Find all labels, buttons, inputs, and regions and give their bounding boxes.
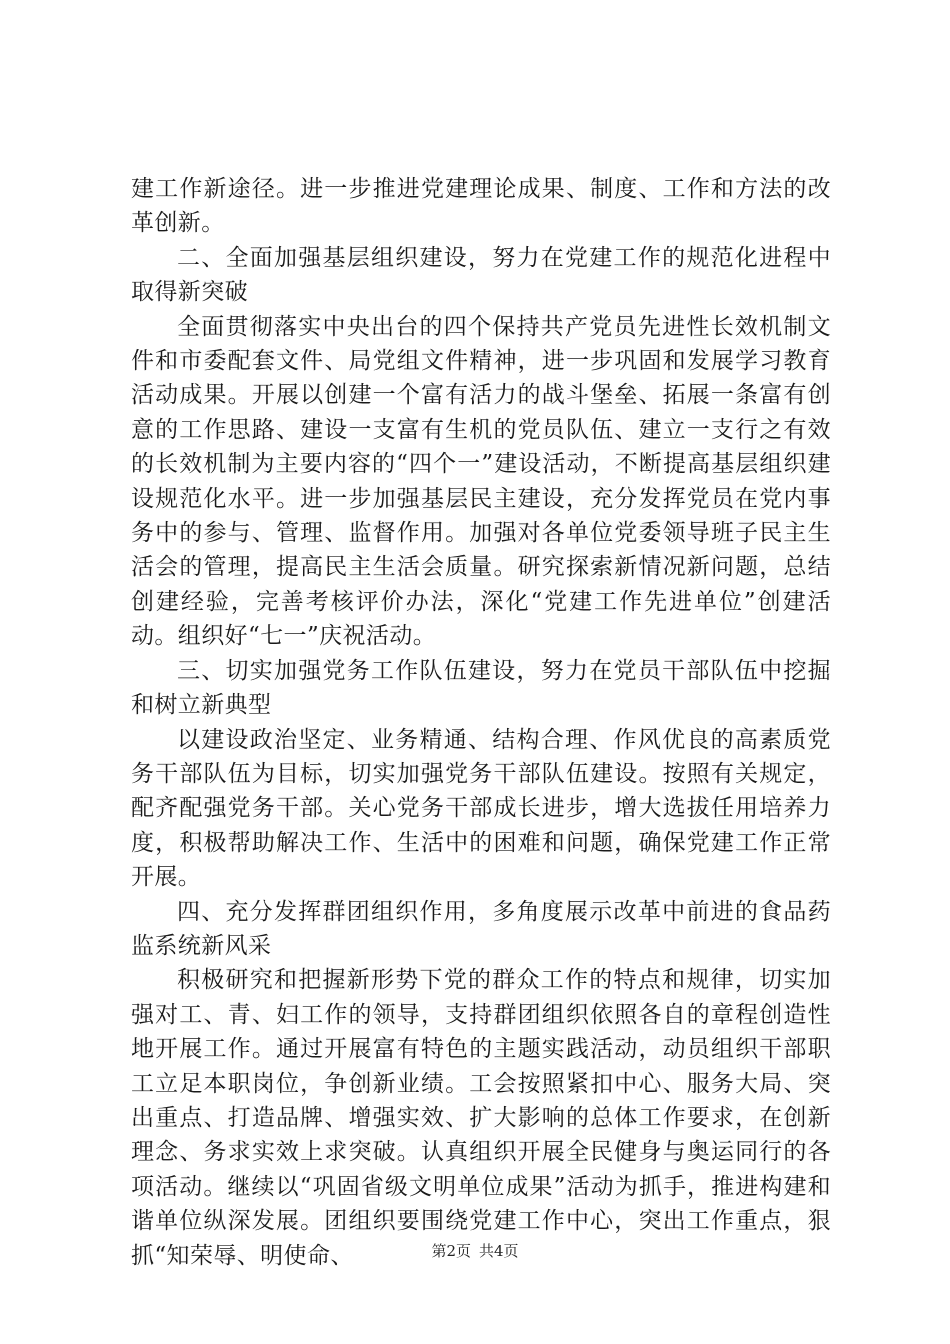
page-footer [0,1241,950,1261]
section-heading-four: 四、充分发挥群团组织作用，多角度展示改革中前进的食品药监系统新风采 [131,898,831,959]
paragraph-section-two-body: 全面贯彻落实中央出台的四个保持共产党员先进性长效机制文件和市委配套文件、局党组文件精神，进一步巩固和发展学习教育活动成果。开展以创建一个富有活力的战斗堡垒、拓展一条富有创意的工作思路、建设一支富有生机的党员队伍、建立一支行之有效的长效机制为主要内容的“四个一”建设活动，不断提高基层组织建设规范化水平。进一步加强基层民主建设，充分发挥党员在党内事务中的参与、管理、监督作用。加强对各单位党委领导班子民主生活会的管理，提高民主生活会质量。研究探索新情况新问题，总结创建经验，完善考核评价办法，深化“党建工作先进单位”创建活动。组织好“七一”庆祝活动。 [131,313,831,650]
section-heading-three: 三、切实加强党务工作队伍建设，努力在党员干部队伍中挖掘和树立新典型 [131,657,831,719]
paragraph-section-four-body: 积极研究和把握新形势下党的群众工作的特点和规律，切实加强对工、青、妇工作的领导，支持群团组织依照各自的章程创造性地开展工作。通过开展富有特色的主题实践活动，动员组织干部职工立足本职岗位，争创新业绩。工会按照紧扣中心、服务大局、突出重点、打造品牌、增强实效、扩大影响的总体工作要求，在创新理念、务求实效上求突破。认真组织开展全民健身与奥运同行的各项活动。继续以“巩固省级文明单位成果”活动为抓手，推进构建和谐单位纵深发展。团组织要围绕党建工作中心，突出工作重点，狠抓“知荣辱、明使命、 [131,967,831,1269]
paragraph-section-three-body: 以建设政治坚定、业务精通、结构合理、作风优良的高素质党务干部队伍为目标，切实加强党务干部队伍建设。按照有关规定，配齐配强党务干部。关心党务干部成长进步，增大选拔任用培养力度，积极帮助解决工作、生活中的困难和问题，确保党建工作正常开展。 [131,726,831,891]
document-body [131,172,831,1273]
page-number: 第2页 [431,1242,471,1260]
paragraph-continuation: 建工作新途径。进一步推进党建理论成果、制度、工作和方法的改革创新。 [131,176,831,237]
page-total: 共4页 [479,1242,519,1260]
section-heading-two: 二、全面加强基层组织建设，努力在党建工作的规范化进程中取得新突破 [131,244,831,306]
